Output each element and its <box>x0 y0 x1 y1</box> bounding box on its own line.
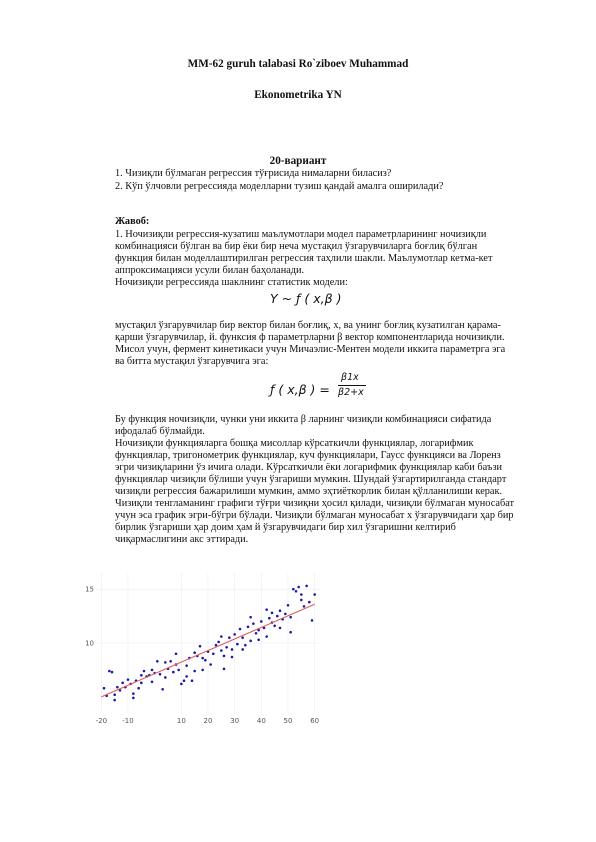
data-point <box>191 679 194 682</box>
data-point <box>204 659 207 662</box>
x-tick-label: 30 <box>230 717 240 725</box>
data-point <box>172 671 175 674</box>
data-point <box>311 619 314 622</box>
formula-denominator: β2+x <box>338 387 364 398</box>
text-line: қарши ўзгарувчилар, й. функсия ф параметрларни β вектор компонентларида ночизиқли. <box>115 332 505 343</box>
variant-title: 20-вариант <box>269 155 327 167</box>
text-line: функция билан моделлаштирилган регрессия таҳлили шакли. Маълумотлар кетма-кет <box>115 253 493 264</box>
data-point <box>313 593 316 596</box>
data-point <box>289 616 292 619</box>
data-point <box>164 676 167 679</box>
data-point <box>127 678 130 681</box>
data-point <box>289 631 292 634</box>
text-line: ифодалаб бўлмайди. <box>115 426 205 437</box>
formula-numerator: β1x <box>341 372 359 383</box>
data-point <box>161 688 164 691</box>
data-point <box>300 593 303 596</box>
data-point <box>185 664 188 667</box>
x-tick-label: 60 <box>310 717 320 725</box>
data-point <box>276 615 279 618</box>
data-point <box>249 616 252 619</box>
data-point <box>201 669 204 672</box>
data-point <box>111 671 114 674</box>
text-line: Ночизиқли регрессияда шаклнинг статистик модели: <box>115 277 348 288</box>
question-1: 1. Чизиқли бўлмаган регрессия тўғрисида нималарни биласиз? <box>115 168 392 179</box>
data-point <box>308 601 311 604</box>
data-point <box>193 651 196 654</box>
data-point <box>271 612 274 615</box>
text-line: мустақил ўзгарувчилар бир вектор билан боғлиқ, x, ва унинг боғлиқ кузатилган қарама- <box>115 320 501 331</box>
data-point <box>159 673 162 676</box>
data-point <box>121 682 124 685</box>
formula-lhs: ƒ ( x,β ) = <box>270 382 330 397</box>
data-point <box>183 679 186 682</box>
text-line: Чизиқли тенгламанинг графиги тўғри чизиқни ҳосил қилади, чизиқли бўлмаган муносабат <box>115 498 515 509</box>
text-line: учун эса график эгри-бўгри бўлади. Чизиқли бўлмаган муносабат x ўзгарувчидаги ҳар бир <box>115 510 514 521</box>
data-point <box>252 622 255 625</box>
text-line: ва битта мустақил ўзгарувчига эга: <box>115 356 269 367</box>
data-point <box>303 605 306 608</box>
data-point <box>279 627 282 630</box>
text-line: Мисол учун, фермент кинетикаси учун Мичаэлис-Ментен модели иккита параметрга эга <box>115 344 506 355</box>
data-point <box>249 640 252 643</box>
data-point <box>300 599 303 602</box>
text-line: чиқармаслигини акс эттиради. <box>115 534 249 545</box>
data-point <box>140 674 143 677</box>
data-point <box>180 683 183 686</box>
text-line: Ночизиқли функцияларга бошқа мисоллар кўрсаткичли функциялар, логарифмик <box>115 438 474 449</box>
data-point <box>265 608 268 611</box>
data-point <box>143 670 146 673</box>
data-point <box>268 617 271 620</box>
data-point <box>236 643 239 646</box>
x-tick-label: 50 <box>283 717 293 725</box>
text-line: бирлик ўзгариши ҳар доим ҳам й ўзгарувчидаги бир хил ўзгаришни келтириб <box>115 522 456 533</box>
x-tick-label: 20 <box>203 717 213 725</box>
x-tick-label: -20 <box>95 717 108 725</box>
data-point <box>193 670 196 673</box>
data-point <box>108 670 111 673</box>
text-line: эгри чизиқларини ўз ичига олади. Кўрсаткичли ёки логарифмик функциялар каби баъзи <box>115 462 503 473</box>
data-point <box>241 648 244 651</box>
data-point <box>113 699 116 702</box>
data-point <box>297 586 300 589</box>
data-point <box>255 632 258 635</box>
data-point <box>151 680 154 683</box>
data-point <box>199 645 202 648</box>
header-line-1: MM-62 guruh talabasi Ro`ziboev Muhammad <box>187 58 409 70</box>
data-point <box>241 636 244 639</box>
data-point <box>244 644 247 647</box>
data-point <box>177 669 180 672</box>
data-point <box>164 661 167 664</box>
data-point <box>233 633 236 636</box>
data-point <box>220 649 223 652</box>
text-line: функциялар, тригонометрик функциялар, куч функциялари, Гаусс функцияси ва Лоренз <box>115 450 501 461</box>
data-point <box>273 624 276 627</box>
data-point <box>140 682 143 685</box>
data-point <box>287 604 290 607</box>
data-point <box>217 641 220 644</box>
answer-label: Жавоб: <box>115 216 150 227</box>
data-point <box>209 663 212 666</box>
regression-scatter-plot <box>80 565 330 730</box>
data-point <box>295 590 298 593</box>
x-tick-label: 10 <box>176 717 186 725</box>
text-line: чизиқли регрессия бажарилиши мумкин, аммо эҳтиёткорлик билан қўлланилиши керак. <box>115 486 503 497</box>
text-line: 1. Ночизиқли регрессия-кузатиш маълумотлари модел параметрларининг ночизиқли <box>115 229 487 240</box>
data-point <box>116 686 119 689</box>
data-point <box>151 669 154 672</box>
data-point <box>175 652 178 655</box>
data-point <box>156 660 159 663</box>
data-point <box>279 609 282 612</box>
text-line: аппроксимацияси усули билан баҳоланади. <box>115 265 305 276</box>
text-line: Бу функция ночизиқли, чунки уни иккита β ларнинг чизиқли комбинацияси сифатида <box>115 414 492 425</box>
y-tick-label: 15 <box>85 585 94 594</box>
data-point <box>169 660 172 663</box>
data-point <box>223 655 226 658</box>
data-point <box>305 585 308 588</box>
data-point <box>220 635 223 638</box>
text-line: функциялар чизиқли бўлиши учун ўзгариши мумкин. Шундай ўзгартирилганда стандарт <box>115 474 507 485</box>
header-line-2: Ekonometrika YN <box>254 89 342 101</box>
data-point <box>201 657 204 660</box>
x-tick-label: 40 <box>256 717 266 725</box>
data-point <box>260 620 263 623</box>
text-line: комбинацияси бўлган ва бир ёки бир неча мустақил ўзгарувчиларга боғлиқ бўлган <box>115 241 478 252</box>
data-point <box>212 652 215 655</box>
data-point <box>113 693 116 696</box>
data-point <box>215 644 218 647</box>
data-point <box>137 687 140 690</box>
question-2: 2. Кўп ўлчовли регрессияда моделларни тузиш қандай амалга оширилади? <box>115 181 444 192</box>
data-point <box>132 692 135 695</box>
x-tick-label: -10 <box>122 717 134 725</box>
data-point <box>292 588 295 591</box>
data-point <box>228 636 231 639</box>
data-point <box>247 626 250 629</box>
data-point <box>231 656 234 659</box>
data-point <box>132 697 135 700</box>
formula-statistical-model: Y ~ ƒ ( x,β ) <box>270 291 342 306</box>
fraction-bar <box>338 385 366 386</box>
data-point <box>265 635 268 638</box>
data-point <box>257 638 260 641</box>
data-point <box>103 687 106 690</box>
data-point <box>284 613 287 616</box>
data-point <box>231 648 234 651</box>
data-point <box>239 628 242 631</box>
data-point <box>185 675 188 678</box>
data-point <box>223 668 226 671</box>
y-tick-label: 10 <box>85 639 94 648</box>
data-point <box>225 646 228 649</box>
